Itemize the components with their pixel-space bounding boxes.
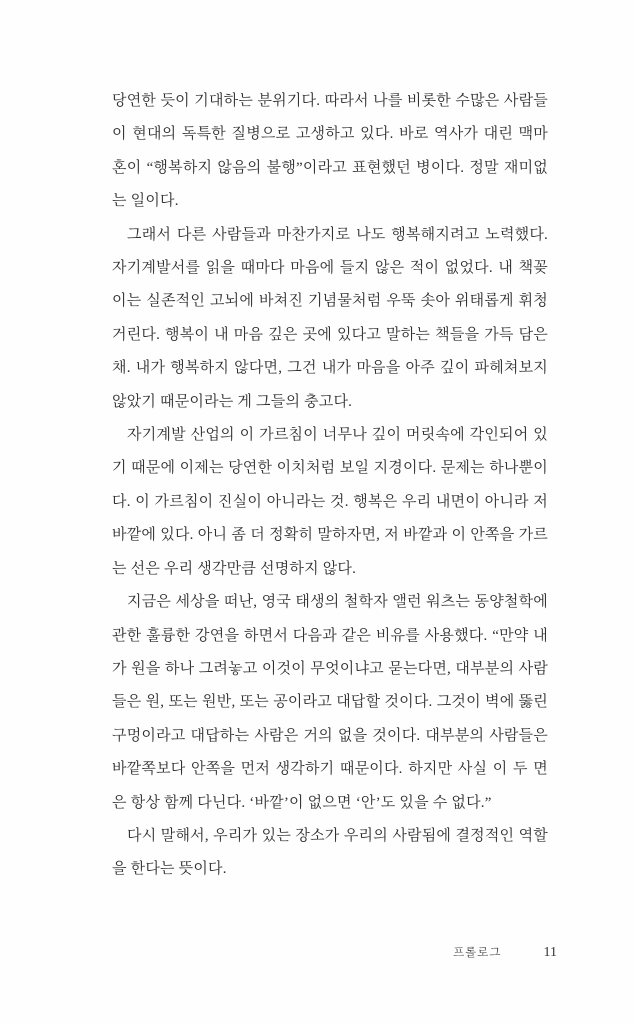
paragraph [112,85,548,219]
running-head-section-title: 프롤로그 [453,947,502,959]
text-line: 그래서 다른 사람들과 마찬가지로 나도 행복해지려고 노력했다. [127,226,548,243]
text-line: 않았기 때문이라는 게 그들의 충고다. [112,393,353,410]
text-line: 채. 내가 행복하지 않다면, 그건 내가 마음을 아주 깊이 파헤쳐보지 [112,360,548,377]
text-line: 자기계발서를 읽을 때마다 마음에 들지 않은 적이 없었다. 내 책꽂 [112,260,548,277]
text-line: 혼이 “행복하지 않음의 불행”이라고 표현했던 병이다. 정말 재미없 [112,159,548,176]
text-line: 거린다. 행복이 내 마음 깊은 곳에 있다고 말하는 책들을 가득 담은 [112,326,548,343]
text-line: 기 때문에 이제는 당연한 이치처럼 보일 지경이다. 문제는 하나뿐이 [112,460,548,477]
text-line: 들은 원, 또는 원반, 또는 공이라고 대답할 것이다. 그것이 벽에 뚫린 [112,694,548,711]
paragraph [112,219,548,419]
text-line: 을 한다는 뜻이다. [112,861,227,878]
paragraph [112,586,548,820]
text-line: 다. 이 가르침이 진실이 아니라는 것. 행복은 우리 내면이 아니라 저 [112,493,548,510]
text-line: 이는 실존적인 고뇌에 바쳐진 기념물처럼 우뚝 솟아 위태롭게 휘청 [112,293,548,310]
text-line: 는 선은 우리 생각만큼 선명하지 않다. [112,560,357,577]
text-line: 이 현대의 독특한 질병으로 고생하고 있다. 바로 역사가 대린 맥마 [112,126,548,143]
text-line: 다시 말해서, 우리가 있는 장소가 우리의 사람됨에 결정적인 역할 [127,827,548,844]
page-footer [453,944,557,961]
text-line: 자기계발 산업의 이 가르침이 너무나 깊이 머릿속에 각인되어 있 [127,427,548,444]
text-line: 구멍이라고 대답하는 사람은 거의 없을 것이다. 대부분의 사람들은 [112,727,548,744]
page-body [112,85,548,887]
page-number: 11 [543,945,557,960]
paragraph [112,419,548,586]
text-line: 가 원을 하나 그려놓고 이것이 무엇이냐고 묻는다면, 대부분의 사람 [112,660,548,677]
text-line: 는 일이다. [112,193,179,210]
text-line: 바깥에 있다. 아니 좀 더 정확히 말하자면, 저 바깥과 이 안쪽을 가르 [112,527,548,544]
text-line: 관한 훌륭한 강연을 하면서 다음과 같은 비유를 사용했다. “만약 내 [112,627,548,644]
text-line: 지금은 세상을 떠난, 영국 태생의 철학자 앨런 워츠는 동양철학에 [127,594,548,611]
paragraph [112,820,548,887]
text-line: 당연한 듯이 기대하는 분위기다. 따라서 나를 비롯한 수많은 사람들 [112,93,548,109]
text-line: 바깥쪽보다 안쪽을 먼저 생각하기 때문이다. 하지만 사실 이 두 면 [112,761,548,778]
text-line: 은 항상 함께 다닌다. ‘바깥’이 없으면 ‘안’도 있을 수 없다.” [112,794,492,811]
